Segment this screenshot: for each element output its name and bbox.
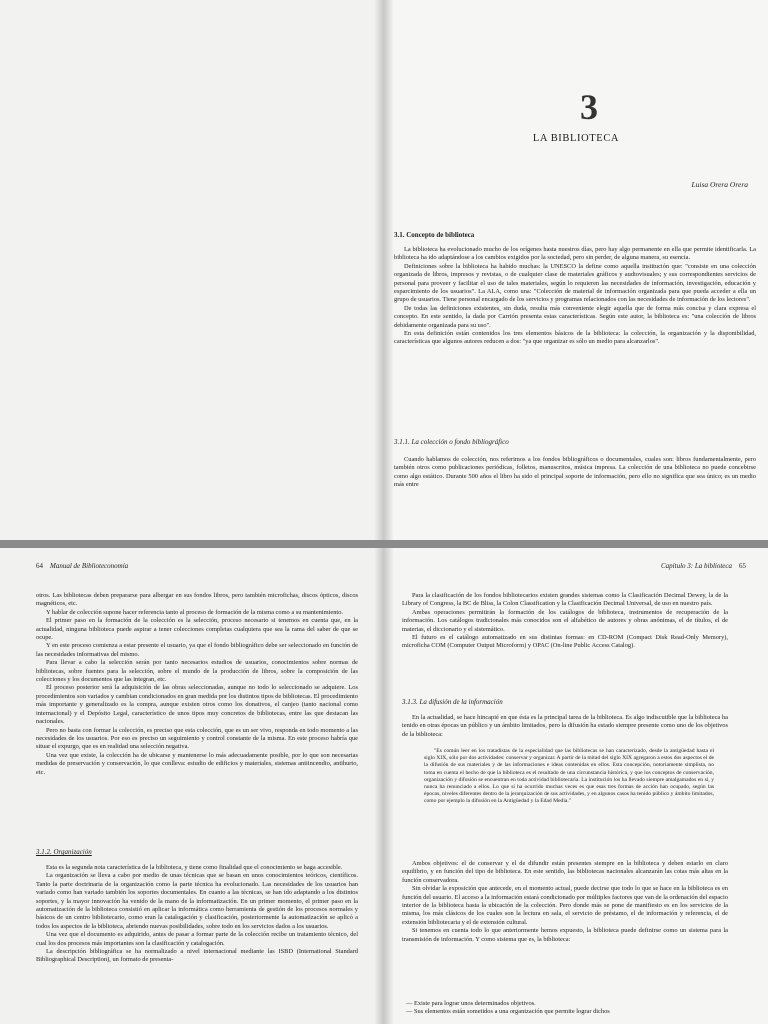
chapter-number: 3 — [580, 87, 598, 127]
section-title: 3.1. Concepto de biblioteca — [394, 231, 475, 239]
chapter-running-title: Capítulo 3: La biblioteca — [661, 562, 732, 570]
paragraph: Ambos objetivos: el de conservar y el de difundir están presentes siempre en la biblioteca y deben estarlo en claro equilibrio, y en función del tipo de biblioteca. En este sentido, las bibliotecas nacionales alcanzarán las cotas más altas en la función conservadora. — [402, 860, 728, 884]
running-head — [36, 562, 128, 570]
page-number: 65 — [739, 562, 746, 570]
page-64 — [0, 548, 384, 1024]
paragraph: Para llevar a cabo la selección serán por tanto necesarios estudios de usuarios, conocimientos sobre normas de bibliotecas, sobre fuentes para la selección, sobre el mundo de la producción de libros, sobre la composición de las colecciones y los documentos que las integran, etc. — [36, 659, 358, 684]
quote-text: "Es común leer en los tratadistas de la especialidad que las bibliotecas se han caracterizado, desde la antigüedad hasta el siglo XIX, sólo por dos actividades: conservar y organizar. A partir de la mitad del siglo XIX agregaron a estos dos aspectos el de la difusión de sus materiales y de las informaciones e ideas contenidas en ellos. Esta concepción, notoriamente simplista, no toma en cuenta el hecho de que la biblioteca es el resultado de una circunstancia histórica, y que los conceptos de conservación, organización y difusión se encuentran en toda actividad bibliotecaria. La institución los ha llevado siempre amalgamados en sí, y nunca ha renunciado a ellos. Lo que sí ha ocurrido muchas veces es que esas tres formas de acción han ocupado, según las épocas, niveles diferentes dentro de la jerarquización de sus actividades, y en algunos casos ha tenido público y ámbito limitados, como por ejemplo la difusión en la Antigüedad y la Edad Media." — [424, 748, 714, 805]
gutter-shadow — [374, 548, 384, 1024]
paragraph: Y en este proceso comienza a estar presente el usuario, ya que el fondo bibliográfico debe ser seleccionado en función de las necesidades informativas del mismo. — [36, 642, 358, 658]
paragraph: Sin olvidar la exposición que antecede, en el momento actual, puede decirse que todo lo que se hace en la biblioteca es en función del usuario. El acceso a la información estará condicionado por múltiples factores que van de la ordenación del espacio interior de la biblioteca hasta la ubicación de la colección. Pero donde más se pone de manifiesto es en los servicios de la misma, los más clásicos de los cuales son la lectura en sala, el servicio de préstamo, el de información y referencia, el de extensión bibliotecaria y el de extensión cultural. — [402, 885, 728, 926]
paragraph: Esta es la segunda nota característica de la biblioteca, y tiene como finalidad que el conocimiento se haga accesible. — [46, 864, 343, 871]
subsection-title: 3.1.2. Organización — [36, 848, 92, 856]
paragraph: En la actualidad, se hace hincapié en que ésta es la principal tarea de la biblioteca. Es algo indiscutible que la biblioteca ha tenido en otras épocas un público y un ámbito limitados, pero la difusión ha estado siempre presente como uno de los objetivos de la biblioteca: — [402, 714, 728, 738]
paragraph: Para la clasificación de los fondos bibliotecarios existen grandes sistemas como la Clasificación Decimal Dewey, la de la Library of Congress, la BC de Bliss, la Colon Classification y la Clasificación Decimal Universal, de uso en nuestro país. — [402, 592, 728, 608]
paragraph: La biblioteca ha evolucionado mucho de los orígenes hasta nuestros días, pero hay algo permanente en ella que permite identificarla. La biblioteca ha ido adaptándose a los cambios exigidos por la sociedad, pero sin perder, de alguna manera, su esencia. — [394, 246, 756, 262]
paragraph: otros. Las bibliotecas deben prepararse para albergar en sus fondos libros, pero también microfichas, discos ópticos, discos magnéticos, etc. — [36, 592, 358, 608]
paragraph: Definiciones sobre la biblioteca ha habido muchas: la UNESCO la define como aquella institución que: "consiste en una colección organizada de libros, impresos y revistas, o de cualquier clase de materiales gráficos y audiovisuales; y sus correspondientes servicios de personal para proveer y facilitar el uso de tales materiales, según lo requieren las necesidades de información, investigación, educación y esparcimiento de los usuarios". La ALA, como una: "Colección de material de información organizada para que pueda acceder a ella un grupo de usuarios. Tiene personal encargado de los servicios y programas relacionados con las necesidades de información de los lectores". — [394, 262, 756, 304]
paragraph: Pero no basta con formar la colección, es preciso que esta colección, que es un ser vivo, responda en todo momento a las necesidades de los usuarios. Por eso es preciso un seguimiento y control constante de la misma. En este proceso habría que situar el expurgo, que es en realidad una selección negativa. — [36, 726, 358, 751]
paragraph: El primer paso en la formación de la colección es la selección, proceso necesario si tenemos en cuenta que, en la actualidad, ninguna biblioteca puede aspirar a tener colecciones completas cualquiera que sea la rama del saber de que se ocupe. — [36, 617, 358, 642]
paragraph: Una vez que existe, la colección ha de ubicarse y mantenerse lo más adecuadamente posible, por lo que son necesarias medidas de preservación y conservación, lo que conlleva: estudio de edificios y materiales, sistemas antiincendio, antihurto, etc. — [36, 751, 358, 776]
section-body — [394, 246, 756, 347]
running-head — [661, 562, 746, 570]
bullet-list — [406, 1000, 728, 1017]
chapter-opening-page — [384, 0, 768, 540]
page-number: 64 — [36, 562, 43, 570]
subsection-body — [36, 864, 358, 965]
after-quote-body — [402, 860, 728, 944]
book-title: Manual de Biblioteconomía — [50, 562, 129, 570]
author-name: Luisa Orera Orera — [691, 180, 748, 189]
paragraph: Y hablar de colección supone hacer referencia tanto al proceso de formación de la misma como a su mantenimiento. — [46, 608, 343, 616]
subsection-body — [402, 714, 728, 739]
paragraph: La descripción bibliográfica se ha normalizado a nivel internacional mediante las ISBD (International Standard Bibliographical Description), un formato de presenta- — [36, 948, 358, 964]
list-item: — Existe para lograr unos determinados objetivos. — [406, 1000, 536, 1007]
paragraph: De todas las definiciones existentes, sin duda, resulta más conveniente elegir aquella que de forma más concisa y clara expresa el concepto. En este sentido, la dada por Carrión presenta estas características. Según este autor, la biblioteca es: "una colección de libros debidamente organizada para su uso". — [394, 304, 756, 329]
block-quote — [424, 748, 714, 806]
page-65 — [384, 548, 768, 1024]
gutter-shadow — [384, 548, 394, 1024]
body-text — [402, 592, 728, 651]
subsection-title: 3.1.3. La difusión de la información — [402, 698, 503, 706]
paragraph: Cuando hablamos de colección, nos referimos a los fondos bibliográficos o documentales, cuales son: libros fundamentalmente, pero también otros como publicaciones periódicas, folletos, manuscritos, música impresa. La colección de una biblioteca no puede concebirse como algo estático. Durante 500 años el libro ha sido el principal soporte de información, pero ello no significa que sea único; es un medio más entre — [394, 456, 756, 489]
paragraph: La organización se lleva a cabo por medio de unas técnicas que se basan en unos conocimientos teóricos, científicos. Tanto la parte doctrinaria de la organización como la parte técnica ha evolucionado. Las necesidades de los usuarios han variado como han variado también los soportes documentales. En cuanto a las técnicas, se han ido adaptando a los distintos soportes, y la mayor innovación ha venido de la mano de la informatización. En un primer momento, el primer paso en la automatización de la biblioteca consistió en aplicar la informática como herramienta de gestión de los procesos normales y básicos de un centro bibliotecario, como eran la catalogación y clasificación, posteriormente la automatización se aplicó a todos los aspectos de la biblioteca, abriendo nuevas posibilidades, sobre todo en los servicios dados a los usuarios. — [36, 872, 358, 930]
paragraph: El futuro es el catálogo automatizado en sus distintas formas: en CD-ROM (Compact Disk Read-Only Memory), microficha COM (Computer Output Microform) y OPAC (On-line Public Access Catalog). — [402, 634, 728, 650]
paragraph: El proceso posterior será la adquisición de las obras seleccionadas, aunque no todo lo seleccionado se adquiere. Los procedimientos son variados y cambian condicionados en gran medida por los distintos tipos de bibliotecas. El procedimiento más importante y generalizado es la compra, aunque existen otros como los donativos, el canjeo (tanto nacional como internacional) y el Depósito Legal, característico de unos tipos muy concretos de bibliotecas, entre las que destacan las nacionales. — [36, 684, 358, 726]
gutter-shadow — [374, 0, 384, 540]
chapter-title: LA BIBLIOTECA — [532, 133, 620, 144]
subsection-body — [394, 456, 756, 490]
paragraph: Una vez que el documento es adquirido, antes de pasar a formar parte de la colección recibe un tratamiento técnico, del cual los dos procesos más importantes son la clasificación y catalogación. — [36, 931, 358, 947]
gutter-shadow — [384, 0, 394, 540]
blank-verso-page — [0, 0, 384, 540]
paragraph: En esta definición están contenidos los tres elementos básicos de la biblioteca: la colección, la organización y la disponibilidad, características que algunos autores reducen a dos: "ya que organizar es sólo un medio para alcanzarlos". — [394, 330, 756, 346]
body-text — [36, 592, 358, 777]
list-item: — Sus elementos están sometidos a una organización que permite lograr dichos — [406, 1008, 610, 1016]
paragraph: Si tenemos en cuenta todo lo que anteriormente hemos expuesto, la biblioteca puede definirse como un sistema para la transmisión de información. Y como sistema que es, la biblioteca: — [402, 927, 728, 943]
paragraph: Ambas operaciones permitirán la formación de los catálogos de biblioteca, instrumentos de recuperación de la información. Los catálogos tradicionales más conocidos son el alfabético de autores y obras anónimas, el de títulos, el de materias, el diccionario y el sistemático. — [402, 608, 728, 633]
subsection-title: 3.1.1. La colección o fondo bibliográfico — [394, 438, 509, 446]
